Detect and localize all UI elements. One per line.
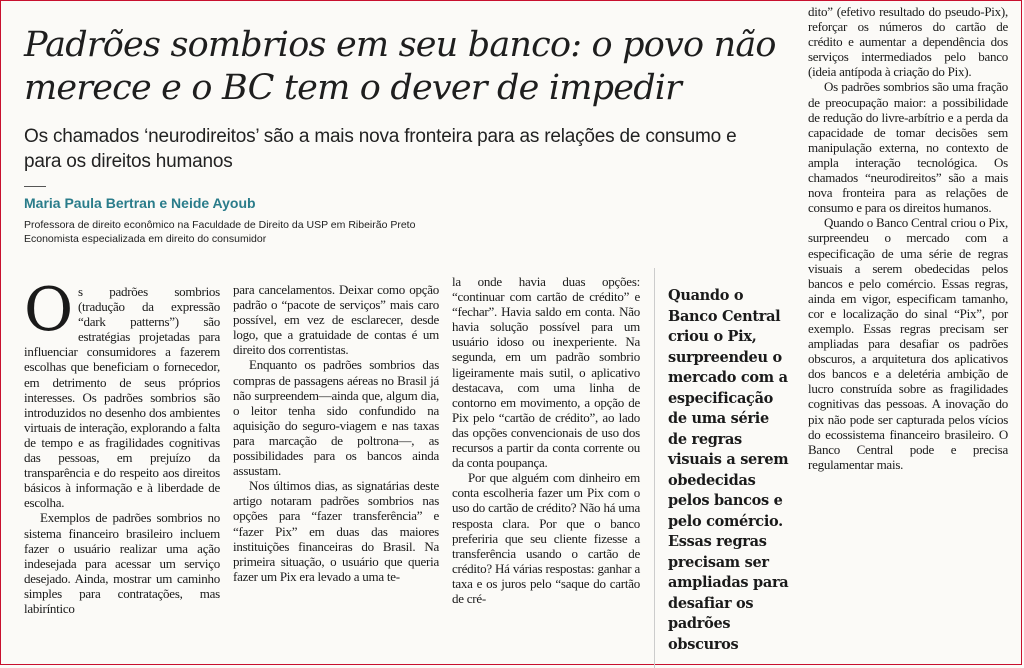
subheadline: Os chamados ‘neurodireitos’ são a mais nova fronteira para as relações de consumo e para os direitos humanos [24,126,737,172]
drop-cap: O [24,275,73,345]
headline: Padrões sombrios em seu banco: o povo não merece e o BC tem o dever de impedir [24,25,776,108]
paragraph: Quando o Banco Central criou o Pix, surpreendeu o mercado com a especificação de uma série de regras visuais a serem obedecidas pelos bancos e pelo comércio. Essas regras, ainda em vigor, especificam tamanho, cor e localização do sinal “Pix”, por exemplo. Essas regras precisam ser ampliadas para desafiar os padrões obscuros, a arquitetura dos aplicativos dos bancos e a deletéria ambição de lucro construída sobre as fragilidades cognitivas das pessoas. A inovação do pix não pode ser capturada pelos vícios do ecossistema financeiro brasileiro. O Banco Central pode e precisa regulamentar mais. [808,215,1008,472]
paragraph: Enquanto os padrões sombrios das compras de passagens aéreas no Brasil já não surpreendem—ainda que, algum dia, o leitor tenha sido confundido na aquisição do seguro-viagem e nas taxas para marcação de poltrona—, as possibilidades para os bancos ainda assustam. [233,357,439,479]
paragraph: para cancelamentos. Deixar como opção padrão o “pacote de serviços” mais caro possível, em vez de esclarecer, desde logo, que a gratuidade de contas é um direito dos correntistas. [233,282,439,358]
paragraph: dito” (efetivo resultado do pseudo-Pix), reforçar os números do cartão de crédito e aumentar a dependência dos serviços intermediados pelo banco (ideia antípoda à criação do Pix). [808,4,1008,80]
author-bio-1: Professora de direito econômico na Faculdade de Direito da USP em Ribeirão Preto [24,219,416,231]
author-rule [24,186,46,187]
author-bios [24,218,415,246]
paragraph: Exemplos de padrões sombrios no sistema financeiro brasileiro incluem fazer o usuário realizar uma ação indesejada para acessar um serviço desejado. Ainda, mostrar um caminho simples para contratações, mas labiríntico [24,510,220,616]
author-byline: Maria Paula Bertran e Neide Ayoub [24,195,256,211]
article-column-3 [452,274,640,606]
column-divider [654,268,655,668]
pull-quote: Quando o Banco Central criou o Pix, surpreendeu o mercado com a especificação de uma série de regras visuais a serem obedecidas pelos bancos e pelo comércio. Essas regras precisam ser ampliadas para desafiar os padrões obscuros [668,287,789,653]
paragraph: Os padrões sombrios são uma fração de preocupação maior: a possibilidade de redução do livre-arbítrio e a perda da capacidade de tomar decisões sem manipulação externa, no contexto de ampla interação tecnológica. Os chamados “neurodireitos” são a mais nova fronteira para as relações de consumo e para os direitos humanos. [808,79,1008,216]
paragraph [24,275,220,511]
article-column-1 [24,275,220,616]
article-column-4 [808,4,1008,472]
article-column-2 [233,282,439,584]
paragraph-text: s padrões sombrios (tradução da expressão “dark patterns”) são estratégias projetadas para influenciar consumidores a fazerem escolhas que beneficiam o fornecedor, em detrimento de seus próprios interesses. Os padrões sombrios são introduzidos no desenho dos ambientes virtuais de interação, explorando a falta de tempo e as fragilidades cognitivas das pessoas, em prejuízo da transparência e do respeito aos direitos básicos à informação e à liberdade de escolha. [24,284,220,511]
paragraph: la onde havia duas opções: “continuar com cartão de crédito” e “fechar”. Havia saldo em conta. Não havia solução possível para um usuário idoso ou inexperiente. Na segunda, em um padrão sombrio ligeiramente mais sutil, o aplicativo destacava, com uma linha de contorno em movimento, a opção de Pix pelo “cartão de crédito”, ao lado das opções convencionais de uso dos recursos a partir da conta corrente ou da conta poupança. [452,274,640,471]
paragraph: Por que alguém com dinheiro em conta escolheria fazer um Pix com o uso do cartão de crédito? Não há uma resposta clara. Por que o banco preferiria que seu cliente fizesse a transferência usando o cartão de crédito? Há várias respostas: ganhar a taxa e os juros pelo “saque do cartão de cré- [452,470,640,606]
author-bio-2: Economista especializada em direito do consumidor [24,233,267,245]
paragraph: Nos últimos dias, as signatárias deste artigo notaram padrões sombrios nas opções para “fazer transferência” e “fazer Pix” em duas das maiores instituições financeiras do Brasil. Na primeira situação, o usuário que queria fazer um Pix era levado a uma te- [233,478,439,584]
